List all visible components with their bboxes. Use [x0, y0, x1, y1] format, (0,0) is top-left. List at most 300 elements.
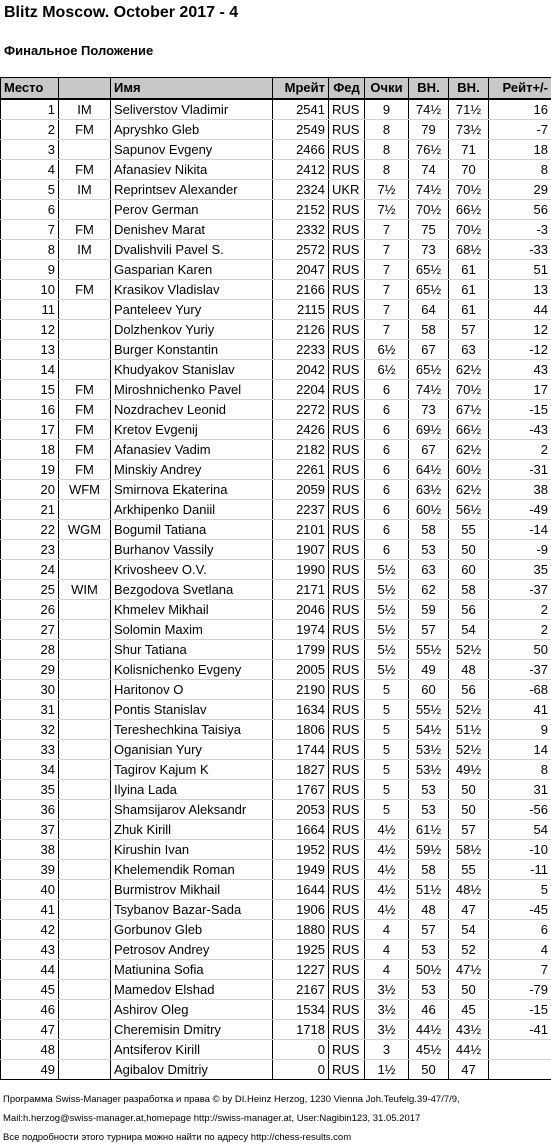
cell-tiebreak-1: 46 — [409, 999, 449, 1019]
table-row — [1, 259, 551, 279]
table-row — [1, 359, 551, 379]
cell-points: 5 — [365, 779, 409, 799]
cell-federation: RUS — [329, 459, 365, 479]
cell-title — [59, 859, 111, 879]
cell-name: Bogumil Tatiana — [111, 519, 273, 539]
cell-tiebreak-2: 56 — [449, 679, 489, 699]
cell-tiebreak-1: 67 — [409, 339, 449, 359]
cell-federation: RUS — [329, 579, 365, 599]
cell-points: 7 — [365, 299, 409, 319]
cell-rating-change: -37 — [489, 579, 551, 599]
cell-rating: 1664 — [273, 819, 329, 839]
cell-points: 3½ — [365, 979, 409, 999]
cell-rating: 2182 — [273, 439, 329, 459]
cell-federation: RUS — [329, 199, 365, 219]
cell-name: Bezgodova Svetlana — [111, 579, 273, 599]
cell-name: Afanasiev Nikita — [111, 159, 273, 179]
document-subtitle: Финальное Положение — [4, 43, 154, 58]
cell-title — [59, 539, 111, 559]
cell-title — [59, 919, 111, 939]
cell-federation: RUS — [329, 659, 365, 679]
cell-points: 5 — [365, 699, 409, 719]
cell-federation: RUS — [329, 919, 365, 939]
cell-rating-change: 51 — [489, 259, 551, 279]
cell-place: 44 — [1, 959, 59, 979]
cell-title: FM — [59, 419, 111, 439]
table-row — [1, 639, 551, 659]
cell-tiebreak-2: 48 — [449, 659, 489, 679]
cell-rating: 1767 — [273, 779, 329, 799]
cell-tiebreak-1: 60 — [409, 679, 449, 699]
cell-points: 1½ — [365, 1059, 409, 1079]
cell-federation: RUS — [329, 279, 365, 299]
col-header-rating: Мрейт — [273, 78, 329, 99]
cell-tiebreak-1: 74½ — [409, 179, 449, 199]
cell-rating-change: 6 — [489, 919, 551, 939]
cell-title — [59, 699, 111, 719]
cell-place: 29 — [1, 659, 59, 679]
cell-name: Burger Konstantin — [111, 339, 273, 359]
table-body — [1, 99, 551, 1080]
cell-name: Haritonov O — [111, 679, 273, 699]
cell-tiebreak-2: 67½ — [449, 399, 489, 419]
cell-rating: 2115 — [273, 299, 329, 319]
cell-name: Zhuk Kirill — [111, 819, 273, 839]
cell-tiebreak-1: 65½ — [409, 279, 449, 299]
cell-tiebreak-2: 70 — [449, 159, 489, 179]
cell-federation: RUS — [329, 159, 365, 179]
cell-tiebreak-2: 70½ — [449, 179, 489, 199]
cell-points: 9 — [365, 99, 409, 120]
cell-name: Dvalishvili Pavel S. — [111, 239, 273, 259]
cell-tiebreak-1: 53 — [409, 539, 449, 559]
cell-tiebreak-1: 55½ — [409, 699, 449, 719]
cell-name: Sapunov Evgeny — [111, 139, 273, 159]
cell-points: 4½ — [365, 859, 409, 879]
cell-tiebreak-2: 54 — [449, 919, 489, 939]
cell-tiebreak-2: 43½ — [449, 1019, 489, 1039]
table-row — [1, 899, 551, 919]
cell-title — [59, 319, 111, 339]
cell-tiebreak-1: 69½ — [409, 419, 449, 439]
cell-rating: 2059 — [273, 479, 329, 499]
table-row — [1, 699, 551, 719]
cell-tiebreak-1: 58 — [409, 319, 449, 339]
cell-federation: RUS — [329, 539, 365, 559]
cell-name: Dolzhenkov Yuriy — [111, 319, 273, 339]
cell-title — [59, 339, 111, 359]
cell-name: Denishev Marat — [111, 219, 273, 239]
footer-line-2: Mail:h.herzog@swiss-manager.at,homepage http://swiss-manager.at, User:Nagibin123, 31.05.2017 — [3, 1113, 421, 1124]
table-row — [1, 199, 551, 219]
cell-rating-change: -3 — [489, 219, 551, 239]
table-row — [1, 599, 551, 619]
cell-title — [59, 759, 111, 779]
cell-place: 42 — [1, 919, 59, 939]
cell-federation: RUS — [329, 399, 365, 419]
cell-tiebreak-2: 60 — [449, 559, 489, 579]
cell-tiebreak-1: 74½ — [409, 379, 449, 399]
cell-title — [59, 659, 111, 679]
cell-rating-change: -15 — [489, 399, 551, 419]
cell-rating: 2324 — [273, 179, 329, 199]
cell-tiebreak-2: 60½ — [449, 459, 489, 479]
cell-place: 7 — [1, 219, 59, 239]
cell-rating-change: -41 — [489, 1019, 551, 1039]
cell-tiebreak-1: 50½ — [409, 959, 449, 979]
cell-points: 6 — [365, 539, 409, 559]
cell-federation: RUS — [329, 479, 365, 499]
cell-rating-change: 9 — [489, 719, 551, 739]
table-row — [1, 879, 551, 899]
cell-title — [59, 939, 111, 959]
cell-name: Apryshko Gleb — [111, 119, 273, 139]
cell-place: 23 — [1, 539, 59, 559]
table-row — [1, 459, 551, 479]
cell-rating: 2126 — [273, 319, 329, 339]
cell-name: Tsybanov Bazar-Sada — [111, 899, 273, 919]
cell-name: Burhanov Vassily — [111, 539, 273, 559]
cell-federation: RUS — [329, 779, 365, 799]
cell-place: 15 — [1, 379, 59, 399]
cell-federation: RUS — [329, 739, 365, 759]
cell-rating-change: 14 — [489, 739, 551, 759]
cell-title: FM — [59, 119, 111, 139]
cell-tiebreak-1: 65½ — [409, 259, 449, 279]
cell-points: 5½ — [365, 599, 409, 619]
cell-rating: 2152 — [273, 199, 329, 219]
cell-rating-change: 41 — [489, 699, 551, 719]
table-row — [1, 919, 551, 939]
cell-tiebreak-2: 56½ — [449, 499, 489, 519]
cell-rating: 1644 — [273, 879, 329, 899]
cell-rating-change: -49 — [489, 499, 551, 519]
cell-rating: 2237 — [273, 499, 329, 519]
cell-name: Nozdrachev Leonid — [111, 399, 273, 419]
cell-rating: 2261 — [273, 459, 329, 479]
cell-points: 5½ — [365, 659, 409, 679]
table-header-row — [1, 78, 551, 99]
cell-title — [59, 679, 111, 699]
cell-place: 38 — [1, 839, 59, 859]
cell-tiebreak-2: 55 — [449, 519, 489, 539]
cell-rating: 1907 — [273, 539, 329, 559]
table-row — [1, 819, 551, 839]
table-row — [1, 479, 551, 499]
cell-title: FM — [59, 219, 111, 239]
cell-federation: RUS — [329, 759, 365, 779]
cell-rating-change: 7 — [489, 959, 551, 979]
cell-rating-change: 4 — [489, 939, 551, 959]
cell-name: Smirnova Ekaterina — [111, 479, 273, 499]
cell-tiebreak-2: 45 — [449, 999, 489, 1019]
cell-tiebreak-2: 70½ — [449, 219, 489, 239]
cell-tiebreak-2: 62½ — [449, 479, 489, 499]
cell-rating: 0 — [273, 1039, 329, 1059]
cell-rating: 2204 — [273, 379, 329, 399]
cell-place: 14 — [1, 359, 59, 379]
cell-tiebreak-2: 44½ — [449, 1039, 489, 1059]
table-row — [1, 559, 551, 579]
table-row — [1, 179, 551, 199]
cell-federation: RUS — [329, 819, 365, 839]
cell-points: 6 — [365, 519, 409, 539]
cell-federation: RUS — [329, 359, 365, 379]
col-header-tiebreak-1: ВН. — [409, 78, 449, 99]
cell-points: 5 — [365, 759, 409, 779]
cell-rating-change — [489, 1039, 551, 1059]
cell-rating-change: 12 — [489, 319, 551, 339]
cell-rating-change: 31 — [489, 779, 551, 799]
cell-rating-change: -14 — [489, 519, 551, 539]
cell-federation: RUS — [329, 599, 365, 619]
cell-place: 47 — [1, 1019, 59, 1039]
cell-federation: RUS — [329, 699, 365, 719]
cell-place: 27 — [1, 619, 59, 639]
cell-tiebreak-1: 73 — [409, 239, 449, 259]
cell-title — [59, 959, 111, 979]
table-row — [1, 139, 551, 159]
cell-place: 6 — [1, 199, 59, 219]
cell-rating: 2005 — [273, 659, 329, 679]
cell-tiebreak-2: 57 — [449, 819, 489, 839]
cell-place: 3 — [1, 139, 59, 159]
cell-rating: 2541 — [273, 99, 329, 120]
cell-rating: 2272 — [273, 399, 329, 419]
cell-tiebreak-1: 53 — [409, 799, 449, 819]
cell-federation: RUS — [329, 899, 365, 919]
cell-tiebreak-1: 53 — [409, 979, 449, 999]
cell-place: 10 — [1, 279, 59, 299]
cell-federation: RUS — [329, 1019, 365, 1039]
cell-points: 6½ — [365, 359, 409, 379]
cell-name: Seliverstov Vladimir — [111, 99, 273, 120]
cell-federation: RUS — [329, 439, 365, 459]
table-row — [1, 1059, 551, 1079]
cell-tiebreak-2: 54 — [449, 619, 489, 639]
cell-name: Arkhipenko Daniil — [111, 499, 273, 519]
cell-place: 20 — [1, 479, 59, 499]
cell-tiebreak-1: 63½ — [409, 479, 449, 499]
cell-rating-change: -15 — [489, 999, 551, 1019]
cell-rating-change: 18 — [489, 139, 551, 159]
cell-rating-change: 8 — [489, 159, 551, 179]
cell-tiebreak-2: 55 — [449, 859, 489, 879]
cell-federation: RUS — [329, 259, 365, 279]
cell-name: Matiunina Sofia — [111, 959, 273, 979]
cell-name: Miroshnichenko Pavel — [111, 379, 273, 399]
cell-federation: RUS — [329, 719, 365, 739]
cell-tiebreak-2: 47 — [449, 899, 489, 919]
cell-tiebreak-1: 48 — [409, 899, 449, 919]
cell-rating: 1534 — [273, 999, 329, 1019]
cell-tiebreak-1: 53 — [409, 939, 449, 959]
table-row — [1, 579, 551, 599]
cell-place: 9 — [1, 259, 59, 279]
cell-title — [59, 499, 111, 519]
cell-federation: RUS — [329, 239, 365, 259]
cell-name: Solomin Maxim — [111, 619, 273, 639]
cell-name: Kretov Evgenij — [111, 419, 273, 439]
cell-name: Antsiferov Kirill — [111, 1039, 273, 1059]
cell-title — [59, 359, 111, 379]
cell-place: 35 — [1, 779, 59, 799]
cell-points: 5½ — [365, 639, 409, 659]
cell-tiebreak-1: 74½ — [409, 99, 449, 120]
cell-rating-change: -79 — [489, 979, 551, 999]
cell-name: Burmistrov Mikhail — [111, 879, 273, 899]
cell-rating: 1827 — [273, 759, 329, 779]
cell-place: 37 — [1, 819, 59, 839]
cell-points: 6 — [365, 499, 409, 519]
cell-points: 4½ — [365, 879, 409, 899]
cell-points: 5½ — [365, 579, 409, 599]
cell-federation: RUS — [329, 139, 365, 159]
cell-rating: 2549 — [273, 119, 329, 139]
cell-points: 6 — [365, 439, 409, 459]
footer-line-3: Все подробности этого турнира можно найти по адресу http://chess-results.com — [3, 1132, 352, 1143]
col-header-place: Место — [1, 78, 59, 99]
cell-place: 12 — [1, 319, 59, 339]
cell-name: Agibalov Dmitriy — [111, 1059, 273, 1079]
cell-points: 4 — [365, 959, 409, 979]
cell-tiebreak-1: 53½ — [409, 759, 449, 779]
table-row — [1, 379, 551, 399]
cell-title — [59, 839, 111, 859]
cell-points: 3½ — [365, 1019, 409, 1039]
cell-points: 5 — [365, 739, 409, 759]
cell-tiebreak-1: 58 — [409, 519, 449, 539]
cell-name: Oganisian Yury — [111, 739, 273, 759]
cell-points: 7 — [365, 259, 409, 279]
table-row — [1, 319, 551, 339]
cell-federation: RUS — [329, 519, 365, 539]
table-row — [1, 539, 551, 559]
cell-points: 5½ — [365, 619, 409, 639]
cell-rating-change: -7 — [489, 119, 551, 139]
cell-place: 43 — [1, 939, 59, 959]
cell-rating: 1925 — [273, 939, 329, 959]
cell-rating: 1952 — [273, 839, 329, 859]
cell-federation: RUS — [329, 999, 365, 1019]
cell-rating-change: -45 — [489, 899, 551, 919]
cell-tiebreak-1: 45½ — [409, 1039, 449, 1059]
cell-rating-change: 54 — [489, 819, 551, 839]
cell-title: WIM — [59, 579, 111, 599]
cell-rating: 1718 — [273, 1019, 329, 1039]
cell-federation: RUS — [329, 319, 365, 339]
cell-place: 45 — [1, 979, 59, 999]
cell-points: 8 — [365, 159, 409, 179]
cell-tiebreak-1: 55½ — [409, 639, 449, 659]
cell-points: 5 — [365, 679, 409, 699]
cell-title: FM — [59, 279, 111, 299]
cell-rating-change: -56 — [489, 799, 551, 819]
cell-federation: RUS — [329, 119, 365, 139]
cell-federation: RUS — [329, 679, 365, 699]
cell-rating: 2047 — [273, 259, 329, 279]
cell-tiebreak-2: 50 — [449, 799, 489, 819]
cell-rating: 1949 — [273, 859, 329, 879]
cell-rating: 1634 — [273, 699, 329, 719]
cell-rating-change: 38 — [489, 479, 551, 499]
footer-line-1: Программа Swiss-Manager разработка и права © by DI.Heinz Herzog, 1230 Vienna Joh.Teufelg.39-47/7/9, — [3, 1094, 460, 1105]
cell-rating: 2042 — [273, 359, 329, 379]
cell-points: 8 — [365, 139, 409, 159]
cell-tiebreak-2: 58 — [449, 579, 489, 599]
cell-tiebreak-1: 64½ — [409, 459, 449, 479]
col-header-federation: Фед — [329, 78, 365, 99]
cell-rating: 2466 — [273, 139, 329, 159]
table-row — [1, 339, 551, 359]
cell-points: 5 — [365, 719, 409, 739]
table-row — [1, 779, 551, 799]
table-row — [1, 99, 551, 120]
cell-tiebreak-2: 66½ — [449, 419, 489, 439]
table-row — [1, 119, 551, 139]
cell-title: WFM — [59, 479, 111, 499]
cell-points: 6 — [365, 379, 409, 399]
cell-name: Tagirov Kajum K — [111, 759, 273, 779]
cell-place: 11 — [1, 299, 59, 319]
cell-place: 4 — [1, 159, 59, 179]
cell-tiebreak-2: 47½ — [449, 959, 489, 979]
table-row — [1, 219, 551, 239]
col-header-rating-change: Рейт+/- — [489, 78, 551, 99]
cell-name: Perov German — [111, 199, 273, 219]
cell-tiebreak-1: 65½ — [409, 359, 449, 379]
cell-points: 5½ — [365, 559, 409, 579]
cell-points: 4½ — [365, 839, 409, 859]
cell-points: 4½ — [365, 899, 409, 919]
cell-federation: RUS — [329, 499, 365, 519]
cell-name: Pontis Stanislav — [111, 699, 273, 719]
cell-tiebreak-2: 58½ — [449, 839, 489, 859]
cell-rating: 1880 — [273, 919, 329, 939]
cell-rating: 2053 — [273, 799, 329, 819]
cell-place: 25 — [1, 579, 59, 599]
cell-name: Krasikov Vladislav — [111, 279, 273, 299]
cell-tiebreak-1: 57 — [409, 619, 449, 639]
cell-place: 18 — [1, 439, 59, 459]
cell-place: 2 — [1, 119, 59, 139]
cell-place: 33 — [1, 739, 59, 759]
cell-tiebreak-1: 70½ — [409, 199, 449, 219]
cell-rating-change: -11 — [489, 859, 551, 879]
table-row — [1, 419, 551, 439]
cell-points: 6 — [365, 419, 409, 439]
cell-place: 21 — [1, 499, 59, 519]
cell-title: IM — [59, 99, 111, 120]
table-row — [1, 299, 551, 319]
cell-title — [59, 879, 111, 899]
cell-rating-change: 56 — [489, 199, 551, 219]
cell-federation: RUS — [329, 99, 365, 120]
cell-points: 8 — [365, 119, 409, 139]
cell-place: 22 — [1, 519, 59, 539]
cell-name: Minskiy Andrey — [111, 459, 273, 479]
table-row — [1, 1019, 551, 1039]
cell-tiebreak-2: 50 — [449, 539, 489, 559]
cell-rating: 2412 — [273, 159, 329, 179]
cell-name: Shur Tatiana — [111, 639, 273, 659]
cell-title: IM — [59, 239, 111, 259]
cell-name: Afanasiev Vadim — [111, 439, 273, 459]
cell-tiebreak-2: 52½ — [449, 639, 489, 659]
cell-rating: 2101 — [273, 519, 329, 539]
cell-name: Cheremisin Dmitry — [111, 1019, 273, 1039]
cell-name: Khelemendik Roman — [111, 859, 273, 879]
